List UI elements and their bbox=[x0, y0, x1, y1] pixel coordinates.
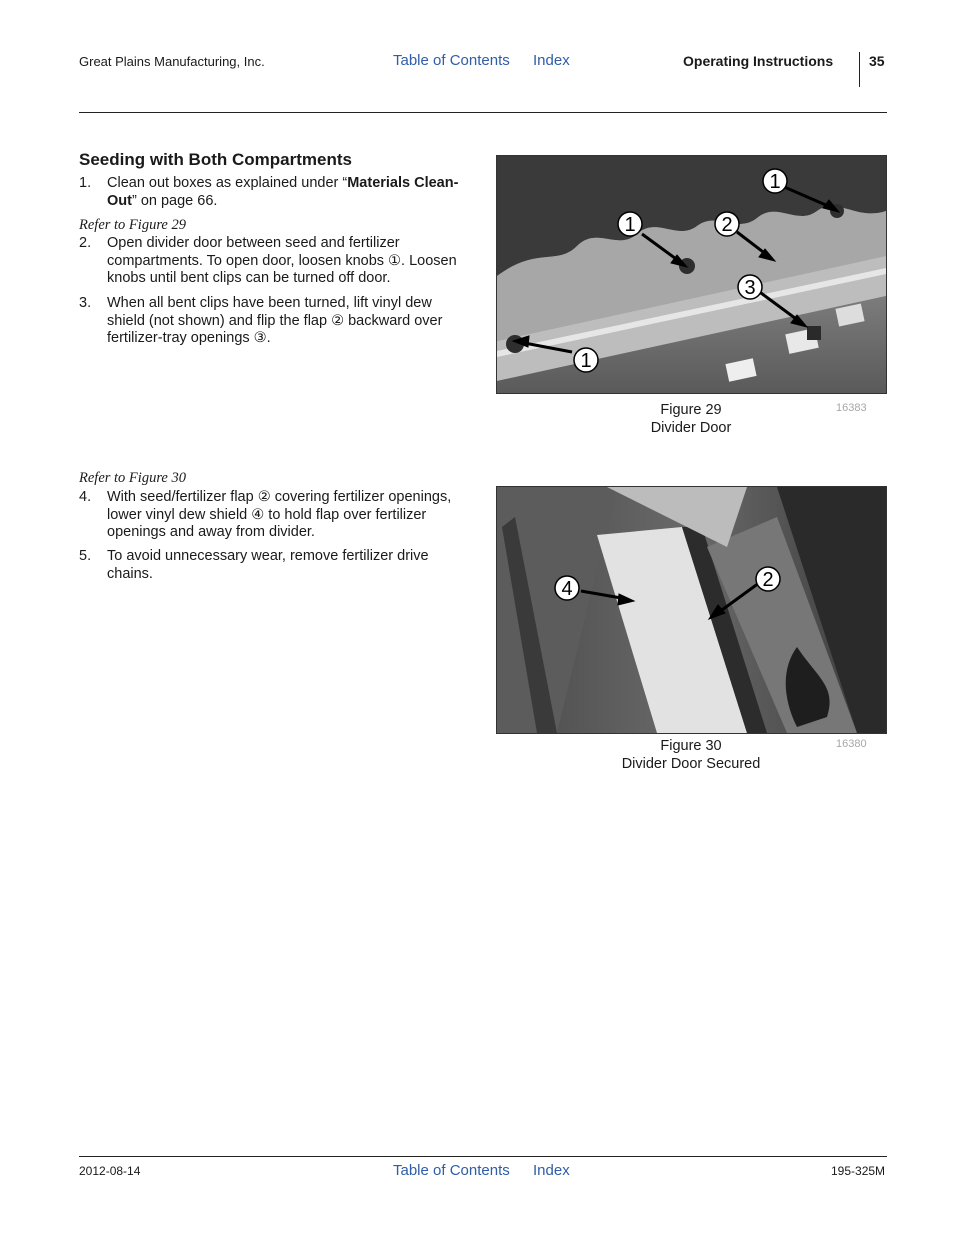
callout-1: 1 bbox=[769, 171, 781, 193]
cross-reference: Materials Clean-Out bbox=[107, 175, 459, 209]
step-number: 4. bbox=[79, 489, 92, 505]
step-number: 1. bbox=[79, 175, 92, 191]
callout-2: 2 bbox=[721, 214, 733, 236]
step-3 bbox=[79, 295, 471, 349]
page-number: 35 bbox=[869, 53, 885, 69]
figure-29-photo bbox=[496, 155, 887, 394]
figure-id: 16383 bbox=[836, 402, 867, 414]
callout-3: 3 bbox=[744, 277, 756, 299]
figure-30-photo bbox=[496, 486, 887, 734]
footer-toc-link[interactable]: Table of Contents bbox=[393, 1162, 510, 1179]
header-rule bbox=[79, 112, 887, 113]
step-text: With seed/fertilizer flap ② covering fertilizer openings, lower vinyl dew shield ④ to hold flap over fertilizer openings and away from divider. bbox=[107, 489, 452, 540]
step-1 bbox=[79, 175, 471, 211]
figure-reference: Refer to Figure 29 bbox=[79, 217, 186, 233]
document-number: 195-325M bbox=[831, 1164, 886, 1178]
figure-label: Figure 30 bbox=[660, 738, 722, 754]
callout-2: 2 bbox=[762, 569, 774, 591]
step-text-part: ” on page 66. bbox=[131, 192, 218, 209]
callout-1: 1 bbox=[624, 214, 636, 236]
header-divider bbox=[859, 52, 860, 87]
step-text: Open divider door between seed and fertilizer compartments. To open door, loosen knobs ①. Loosen knobs until bent clips can be turned off door. bbox=[107, 235, 457, 286]
figure-title: Divider Door Secured bbox=[621, 755, 761, 772]
step-number: 3. bbox=[79, 295, 92, 311]
callout-1: 1 bbox=[580, 350, 592, 372]
callout-4: 4 bbox=[561, 578, 573, 600]
header-index-link[interactable]: Index bbox=[533, 52, 570, 69]
step-number: 2. bbox=[79, 235, 92, 251]
footer-date: 2012-08-14 bbox=[79, 1164, 141, 1178]
step-text bbox=[107, 175, 469, 210]
footer-index-link[interactable]: Index bbox=[533, 1162, 570, 1179]
section-name: Operating Instructions bbox=[683, 53, 834, 69]
figure-title: Divider Door bbox=[650, 419, 732, 436]
figure-reference: Refer to Figure 30 bbox=[79, 470, 186, 486]
step-text: When all bent clips have been turned, lift vinyl dew shield (not shown) and flip the flap ② backward over fertilizer-tray openings ③. bbox=[107, 295, 443, 346]
step-4 bbox=[79, 489, 471, 543]
footer-rule bbox=[79, 1156, 887, 1157]
step-5 bbox=[79, 548, 471, 584]
figure-30-caption bbox=[496, 738, 886, 773]
step-text-part: Clean out boxes as explained under “ bbox=[107, 175, 348, 191]
figure-id: 16380 bbox=[836, 738, 867, 750]
section-title: Seeding with Both Compartments bbox=[79, 150, 352, 169]
header-toc-link[interactable]: Table of Contents bbox=[393, 52, 510, 69]
figure-29-caption bbox=[496, 402, 886, 437]
company-name: Great Plains Manufacturing, Inc. bbox=[79, 54, 265, 69]
step-number: 5. bbox=[79, 548, 92, 564]
step-2 bbox=[79, 235, 471, 289]
step-text: To avoid unnecessary wear, remove fertilizer drive chains. bbox=[107, 548, 429, 582]
figure-label: Figure 29 bbox=[660, 402, 722, 418]
